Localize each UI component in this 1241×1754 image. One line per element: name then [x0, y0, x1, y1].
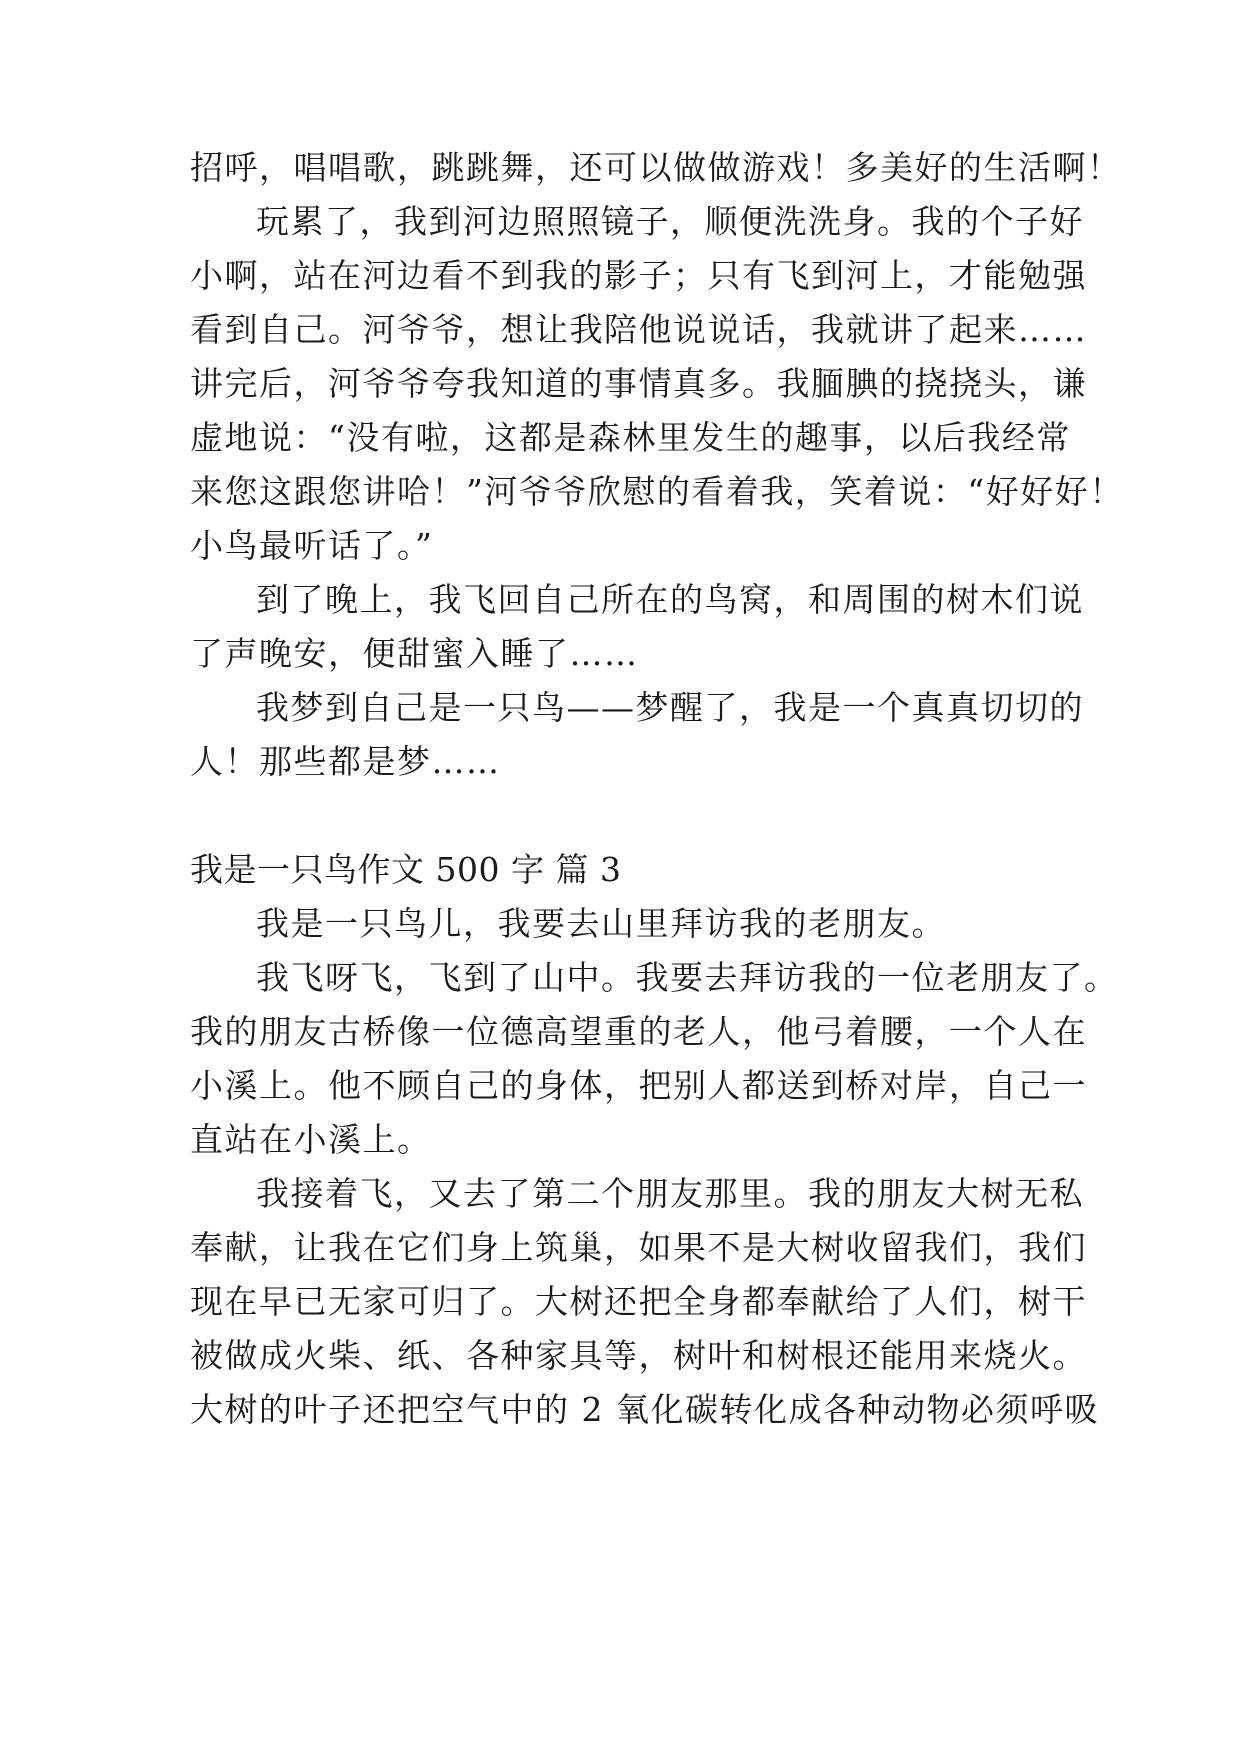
- text-line: 了声晚安，便甜蜜入睡了……: [190, 634, 639, 673]
- text-line: 来您这跟您讲哈！”河爷爷欣慰的看着我，笑着说：“好好好！: [190, 472, 1124, 511]
- text-line: 我接着飞，又去了第二个朋友那里。我的朋友大树无私: [256, 1174, 1084, 1213]
- text-line: 虚地说：“没有啦，这都是森林里发生的趣事，以后我经常: [190, 418, 1071, 457]
- text-line: 招呼，唱唱歌，跳跳舞，还可以做做游戏！多美好的生活啊！: [190, 148, 1122, 187]
- text-line: 我飞呀飞，飞到了山中。我要去拜访我的一位老朋友了。: [256, 958, 1119, 997]
- section-heading: 我是一只鸟作文 500 字 篇 3: [190, 850, 622, 889]
- text-line: 直站在小溪上。: [190, 1120, 432, 1159]
- text-line: 到了晚上，我飞回自己所在的鸟窝，和周围的树木们说: [256, 580, 1084, 619]
- text-line: 人！那些都是梦……: [190, 742, 501, 781]
- text-line: 大树的叶子还把空气中的 2 氧化碳转化成各种动物必须呼吸: [190, 1390, 1099, 1429]
- text-line: 看到自己。河爷爷，想让我陪他说说话，我就讲了起来……: [190, 310, 1087, 349]
- text-line: 我是一只鸟儿，我要去山里拜访我的老朋友。: [256, 904, 946, 943]
- text-line: 被做成火柴、纸、各种家具等，树叶和树根还能用来烧火。: [190, 1336, 1087, 1375]
- text-line: 现在早已无家可归了。大树还把全身都奉献给了人们，树干: [190, 1282, 1087, 1321]
- text-line: 奉献，让我在它们身上筑巢，如果不是大树收留我们，我们: [190, 1228, 1087, 1267]
- text-line: 我梦到自己是一只鸟——梦醒了，我是一个真真切切的: [256, 688, 1084, 727]
- text-line: 小鸟最听话了。”: [190, 526, 434, 565]
- text-line: 讲完后，河爷爷夸我知道的事情真多。我腼腆的挠挠头，谦: [190, 364, 1087, 403]
- text-line: 小溪上。他不顾自己的身体，把别人都送到桥对岸，自己一: [190, 1066, 1087, 1105]
- text-line: 玩累了，我到河边照照镜子，顺便洗洗身。我的个子好: [256, 202, 1084, 241]
- text-line: 我的朋友古桥像一位德高望重的老人，他弓着腰，一个人在: [190, 1012, 1087, 1051]
- text-line: 小啊，站在河边看不到我的影子；只有飞到河上，才能勉强: [190, 256, 1087, 295]
